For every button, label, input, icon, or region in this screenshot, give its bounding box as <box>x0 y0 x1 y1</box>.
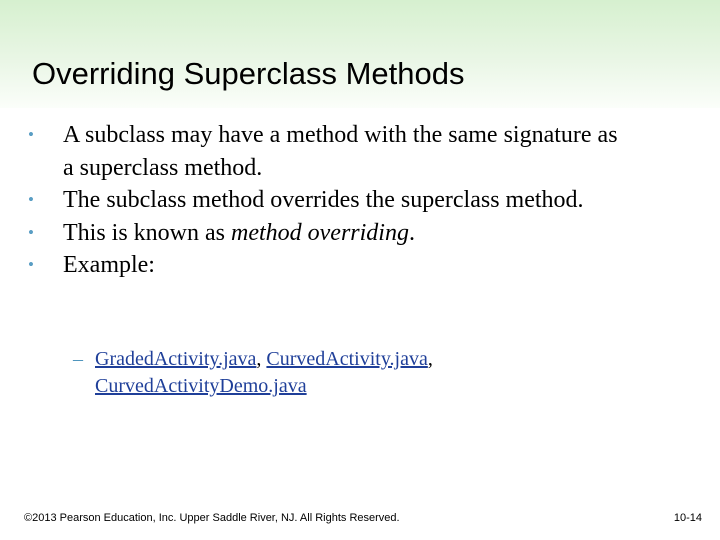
bullet-item <box>28 184 628 217</box>
slide-number: 10-14 <box>673 512 702 524</box>
bullet-dot-icon: • <box>28 255 34 274</box>
title-band <box>0 0 720 108</box>
bullet-text: Example: <box>63 252 155 278</box>
link-graded-activity[interactable]: GradedActivity.java <box>95 348 257 370</box>
link-separator: , <box>256 348 267 370</box>
bullet-item <box>28 119 628 184</box>
link-curved-activity[interactable]: CurvedActivity.java <box>266 348 428 370</box>
footer-copyright: ©2013 Pearson Education, Inc. Upper Saddle River, NJ. All Rights Reserved. <box>24 512 400 524</box>
link-separator: , <box>427 348 433 370</box>
bullet-item <box>28 217 628 250</box>
bullet-item <box>28 249 628 282</box>
bullet-emphasis: method overriding <box>231 219 409 246</box>
link-curved-activity-demo[interactable]: CurvedActivityDemo.java <box>95 375 307 397</box>
bullet-text-suffix: . <box>408 219 415 246</box>
slide-title: Overriding Superclass Methods <box>32 56 465 91</box>
bullet-dot-icon: • <box>28 125 34 144</box>
bullet-dot-icon: • <box>28 222 34 242</box>
bullet-dot-icon: • <box>28 190 34 209</box>
bullet-text-prefix: This is known as <box>63 219 231 246</box>
bullet-list <box>28 119 628 282</box>
dash-icon: – <box>73 348 83 370</box>
bullet-text: The subclass method overrides the superclass method. <box>63 187 584 213</box>
bullet-text: A subclass may have a method with the same signature as a superclass method. <box>63 122 618 181</box>
example-files-subitem <box>73 346 655 400</box>
